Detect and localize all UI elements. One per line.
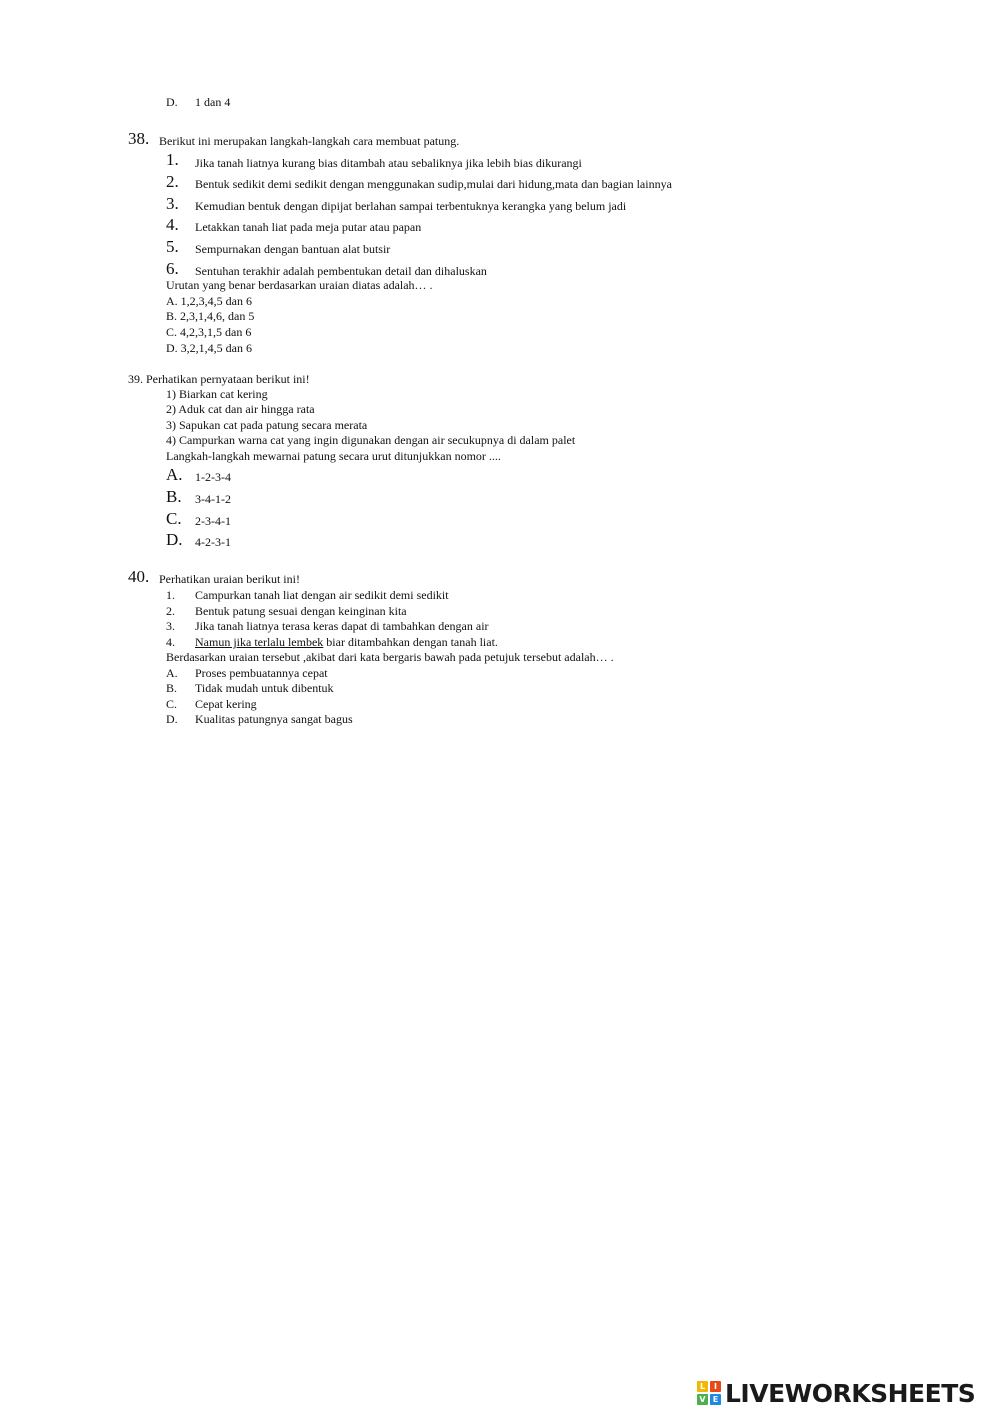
item-text: Campurkan tanah liat dengan air sedikit demi sedikit — [195, 588, 449, 602]
item-text: Bentuk patung sesuai dengan keinginan kita — [195, 604, 407, 618]
logo-tile: I — [710, 1381, 721, 1392]
question-prompt: Perhatikan uraian berikut ini! — [159, 572, 300, 586]
option-d: D. 3,2,1,4,5 dan 6 — [166, 341, 252, 355]
option-letter: A. — [166, 465, 183, 484]
step-number: 6. — [166, 259, 179, 278]
question-number: 38. — [128, 129, 150, 148]
underlined-phrase: Namun jika terlalu lembek — [195, 635, 324, 649]
logo-tile: V — [697, 1394, 708, 1405]
question-text: Urutan yang benar berdasarkan uraian diatas adalah… . — [166, 278, 433, 292]
item-text: Jika tanah liatnya terasa keras dapat di tambahkan dengan air — [195, 619, 489, 633]
option-letter: B. — [166, 681, 178, 695]
statement: 3) Sapukan cat pada patung secara merata — [166, 418, 368, 432]
option-letter: C. — [166, 509, 182, 528]
logo-tile: E — [710, 1394, 721, 1405]
option-letter: B. — [166, 487, 182, 506]
step-number: 4. — [166, 215, 179, 234]
question-number: 40. — [128, 567, 150, 586]
step-number: 2. — [166, 172, 179, 191]
option-letter: D. — [166, 95, 178, 109]
step-number: 3. — [166, 194, 179, 213]
statement: 4) Campurkan warna cat yang ingin digunakan dengan air secukupnya di dalam palet — [166, 433, 576, 447]
question-prompt: 39. Perhatikan pernyataan berikut ini! — [128, 372, 310, 386]
item-text — [195, 635, 498, 650]
question-text: Langkah-langkah mewarnai patung secara urut ditunjukkan nomor .... — [166, 449, 501, 463]
step-text: Sentuhan terakhir adalah pembentukan detail dan dihaluskan — [195, 264, 487, 278]
item-text-rest: biar ditambahkan dengan tanah liat. — [323, 635, 498, 649]
item-number: 2. — [166, 604, 175, 618]
item-number: 3. — [166, 619, 175, 633]
item-number: 4. — [166, 635, 175, 649]
statement: 1) Biarkan cat kering — [166, 387, 268, 401]
step-number: 1. — [166, 150, 179, 169]
option-letter: D. — [166, 712, 178, 726]
option-letter: C. — [166, 697, 178, 711]
option-text: 3-4-1-2 — [195, 492, 231, 506]
option-letter: D. — [166, 530, 183, 549]
logo-tile: L — [697, 1381, 708, 1392]
option-text: 2-3-4-1 — [195, 514, 231, 528]
option-text: Tidak mudah untuk dibentuk — [195, 681, 334, 695]
logo-wordmark: LIVEWORKSHEETS — [725, 1378, 976, 1408]
option-b: B. 2,3,1,4,6, dan 5 — [166, 309, 255, 323]
step-number: 5. — [166, 237, 179, 256]
option-text: Kualitas patungnya sangat bagus — [195, 712, 353, 726]
item-number: 1. — [166, 588, 175, 602]
question-prompt: Berikut ini merupakan langkah-langkah cara membuat patung. — [159, 134, 460, 148]
step-text: Bentuk sedikit demi sedikit dengan menggunakan sudip,mulai dari hidung,mata dan bagian lainnya — [195, 177, 672, 191]
question-text: Berdasarkan uraian tersebut ,akibat dari kata bergaris bawah pada petujuk tersebut adalah… . — [166, 650, 614, 664]
option-c: C. 4,2,3,1,5 dan 6 — [166, 325, 252, 339]
liveworksheets-logo — [697, 1378, 975, 1408]
option-text: Proses pembuatannya cepat — [195, 666, 328, 680]
option-text: 4-2-3-1 — [195, 535, 231, 549]
option-text: 1-2-3-4 — [195, 470, 231, 484]
step-text: Kemudian bentuk dengan dipijat berlahan sampai terbentuknya kerangka yang belum jadi — [195, 199, 627, 213]
step-text: Sempurnakan dengan bantuan alat butsir — [195, 242, 391, 256]
option-a: A. 1,2,3,4,5 dan 6 — [166, 294, 252, 308]
logo-mark-icon — [697, 1381, 721, 1405]
statement: 2) Aduk cat dan air hingga rata — [166, 402, 315, 416]
option-letter: A. — [166, 666, 178, 680]
option-text: 1 dan 4 — [195, 95, 231, 109]
step-text: Jika tanah liatnya kurang bias ditambah atau sebaliknya jika lebih bias dikurangi — [195, 156, 582, 170]
step-text: Letakkan tanah liat pada meja putar atau papan — [195, 220, 422, 234]
option-text: Cepat kering — [195, 697, 257, 711]
